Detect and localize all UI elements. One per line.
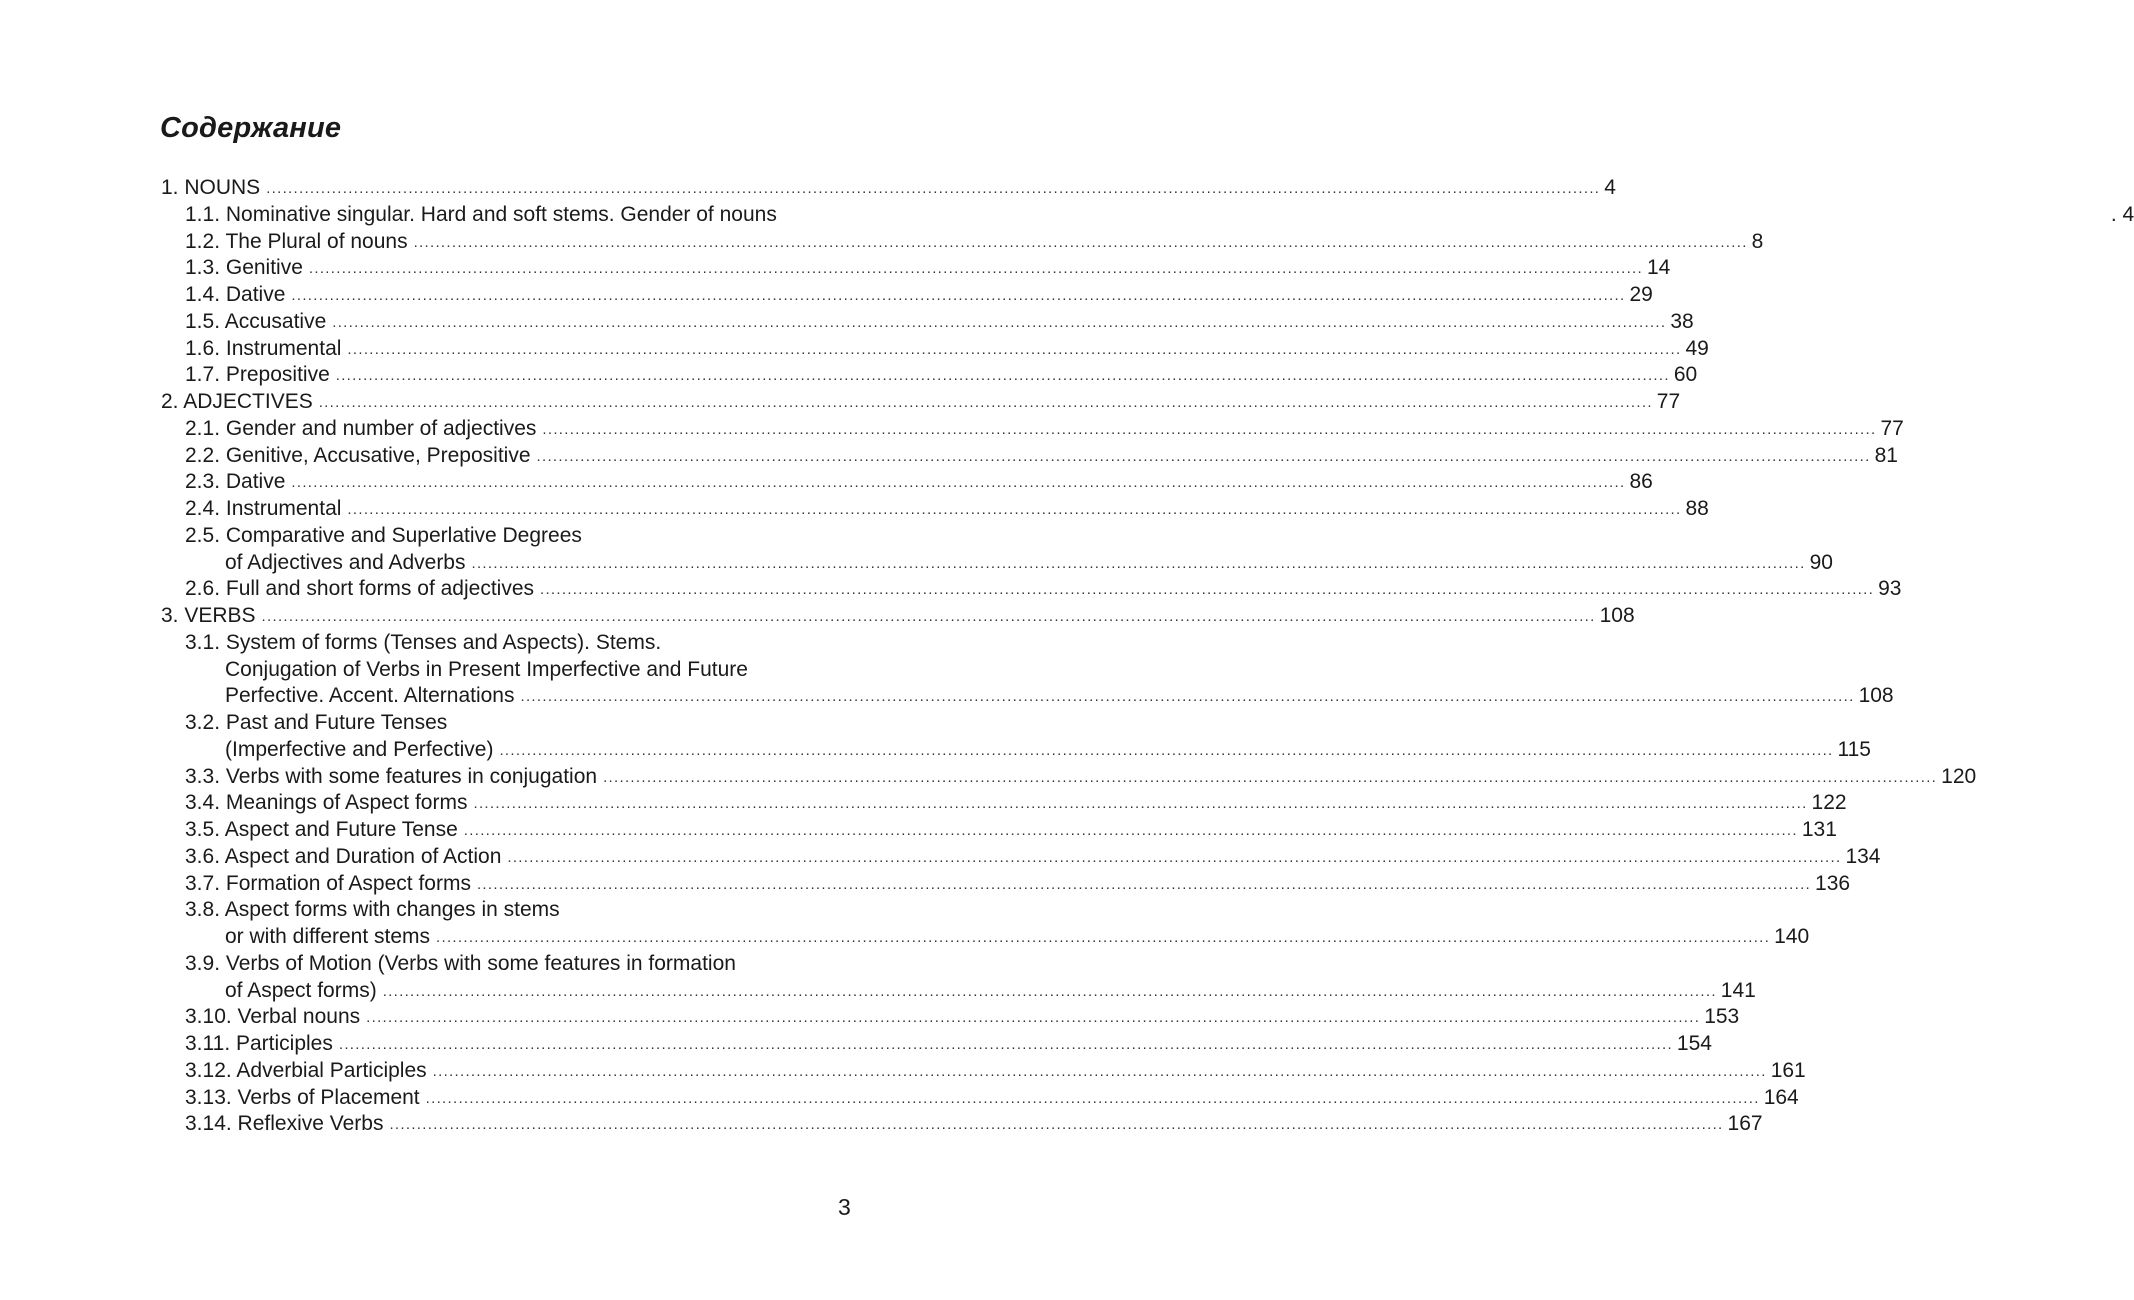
toc-entry-label: 3.5. Aspect and Future Tense [185, 818, 458, 841]
toc-entry-label: 3.6. Aspect and Duration of Action [185, 844, 502, 868]
toc-entry-page: 93 [1878, 577, 1902, 601]
toc-dot-leader: .................................................................................................................................................................................................................................................... [536, 447, 1871, 465]
toc-dot-leader: .................................................................................................................................................................................................................................................... [471, 554, 1806, 572]
toc-entry [161, 255, 1671, 282]
toc-dot-leader: .................................................................................................................................................................................................................................................... [366, 1009, 1701, 1027]
toc-dot-leader: .................................................................................................................................................................................................................................................... [347, 340, 1682, 358]
toc-dot-leader: .................................................................................................................................................................................................................................................... [332, 313, 1667, 331]
toc-entry-page: 161 [1770, 1058, 1806, 1082]
toc-entry-page: 167 [1727, 1112, 1763, 1136]
toc-entry-page: 81 [1874, 443, 1898, 467]
toc-dot-leader: .................................................................................................................................................................................................................................................... [499, 741, 1834, 759]
toc-entry-page: 153 [1704, 1005, 1740, 1029]
toc-dot-leader: .................................................................................................................................................................................................................................................... [382, 982, 1717, 1000]
toc-entry-page: 8 [1751, 229, 1764, 253]
toc-entry-page: 29 [1629, 283, 1653, 306]
toc-entry-label: or with different stems [225, 925, 431, 948]
toc-entry-label: 1. NOUNS [161, 176, 261, 199]
toc-entry [161, 603, 1635, 630]
toc-entry [161, 764, 1977, 791]
toc-entry-label: 3.11. Participles [185, 1032, 333, 1055]
toc-entry [161, 683, 1894, 710]
toc-entry [161, 1058, 1806, 1085]
toc-entry-label: 3.8. Aspect forms with changes in stems [185, 898, 560, 922]
toc-entry-label: Conjugation of Verbs in Present Imperfective and Future [225, 657, 748, 681]
toc-entry [161, 282, 1653, 309]
toc-entry-label: 3.9. Verbs of Motion (Verbs with some features in formation [185, 951, 736, 975]
toc-entry [161, 790, 1847, 817]
toc-dot-leader: .................................................................................................................................................................................................................................................... [413, 233, 1748, 251]
toc-entry-page: 134 [1845, 844, 1881, 868]
toc-entry-label: 1.4. Dative [185, 283, 286, 306]
toc-dot-leader: .................................................................................................................................................................................................................................................... [425, 1089, 1760, 1107]
toc-entry [161, 1111, 1763, 1138]
toc-dot-leader: .................................................................................................................................................................................................................................................... [436, 929, 1771, 946]
toc-entry-label: 3.2. Past and Future Tenses [185, 711, 448, 734]
toc-entry-label: 3.10. Verbal nouns [185, 1005, 361, 1029]
toc-entry [161, 469, 1653, 496]
toc-entry-page: . 4 [2110, 202, 2134, 226]
toc-entry-label: 3.1. System of forms (Tenses and Aspects). Stems. [185, 630, 662, 654]
toc-entry-label: 1.7. Prepositive [185, 363, 330, 387]
toc-entry-label: 3.13. Verbs of Placement [185, 1085, 420, 1109]
toc-entry-page: 4 [1604, 176, 1616, 199]
toc-entry [161, 175, 1616, 202]
toc-entry [161, 550, 1833, 577]
toc-entry-page: 90 [1809, 550, 1833, 574]
toc-dot-leader: .................................................................................................................................................................................................................................................... [542, 420, 1877, 438]
toc-entry-label: 2.2. Genitive, Accusative, Prepositive [185, 443, 531, 467]
toc-dot-leader: .................................................................................................................................................................................................................................................... [347, 501, 1682, 518]
toc-entry-label: 1.2. The Plural of nouns [185, 229, 408, 253]
toc-entry-label: 2.1. Gender and number of adjectives [185, 416, 537, 440]
toc-entry-label: 1.6. Instrumental [185, 336, 342, 360]
toc-entry-label: 1.1. Nominative singular. Hard and soft stems. Gender of nouns [185, 202, 777, 226]
toc-entry [161, 309, 1694, 336]
toc-entry-page: 120 [1941, 764, 1977, 788]
toc-entry-label: 3.14. Reflexive Verbs [185, 1112, 384, 1136]
toc-dot-leader: .................................................................................................................................................................................................................................................... [432, 1062, 1767, 1080]
toc-dot-leader: .................................................................................................................................................................................................................................................... [473, 795, 1808, 813]
toc-entry-page: 38 [1670, 309, 1694, 333]
toc-entry-page: 154 [1676, 1032, 1712, 1055]
toc-dot-leader: .................................................................................................................................................................................................................................................... [291, 474, 1626, 492]
toc-entry [161, 576, 1902, 603]
toc-dot-leader: .................................................................................................................................................................................................................................................... [335, 367, 1670, 385]
toc-entry-label: 1.5. Accusative [185, 309, 327, 333]
page-title: Содержание [160, 112, 342, 144]
toc-entry [161, 817, 1837, 844]
toc-entry-page: 164 [1763, 1085, 1799, 1109]
toc-entry [161, 523, 855, 550]
toc-dot-leader: .................................................................................................................................................................................................................................................... [291, 287, 1626, 304]
toc-entry [161, 496, 1709, 523]
toc-entry-label: 3.4. Meanings of Aspect forms [185, 791, 468, 815]
toc-entry-label: of Adjectives and Adverbs [225, 550, 466, 574]
toc-dot-leader: .................................................................................................................................................................................................................................................... [308, 260, 1643, 278]
toc-dot-leader: .................................................................................................................................................................................................................................................... [389, 1116, 1724, 1134]
toc-entry [161, 978, 1756, 1005]
toc-entry-page: 49 [1685, 336, 1709, 360]
toc-entry-label: 2.3. Dative [185, 470, 286, 494]
toc-entry-label: 3.12. Adverbial Participles [185, 1058, 427, 1082]
toc-entry [161, 844, 1881, 871]
toc-entry-page: 86 [1629, 470, 1653, 494]
toc-entry [161, 362, 1698, 389]
toc-entry [161, 897, 855, 924]
toc-entry [161, 630, 855, 657]
toc-entry-page: 60 [1673, 363, 1698, 387]
toc-entry [161, 229, 1764, 256]
toc-entry-label: 3.7. Formation of Aspect forms [185, 871, 471, 895]
page-number: 3 [838, 1194, 851, 1220]
toc-entry [161, 951, 855, 978]
toc-entry [161, 443, 1898, 470]
toc-entry-label: 1.3. Genitive [185, 256, 303, 280]
toc-entry-page: 140 [1774, 925, 1810, 948]
toc-entry-label: 2.6. Full and short forms of adjectives [185, 577, 534, 601]
toc-entry-page: 88 [1685, 497, 1709, 520]
toc-entry [161, 657, 855, 684]
toc-entry-label: 3. VERBS [161, 604, 256, 627]
toc-entry-label: 2.4. Instrumental [185, 497, 342, 520]
toc-entry [161, 710, 855, 737]
toc-entry [161, 1031, 1712, 1058]
toc-dot-leader: .................................................................................................................................................................................................................................................... [540, 581, 1875, 599]
toc-dot-leader: .................................................................................................................................................................................................................................................... [507, 848, 1842, 866]
toc-entry-label: 3.3. Verbs with some features in conjugation [185, 764, 598, 788]
toc-entry [161, 389, 1681, 416]
toc-entry-page: 131 [1801, 818, 1837, 841]
toc-entry [161, 871, 1851, 898]
toc-dot-leader: .................................................................................................................................................................................................................................................... [266, 180, 1601, 197]
toc-entry-page: 141 [1720, 978, 1756, 1002]
toc-dot-leader: .................................................................................................................................................................................................................................................... [520, 688, 1855, 706]
toc-dot-leader: .................................................................................................................................................................................................................................................... [318, 394, 1653, 411]
toc-dot-leader: .................................................................................................................................................................................................................................................... [476, 875, 1812, 893]
toc-entry [161, 202, 2134, 229]
toc-entry-page: 77 [1656, 390, 1681, 413]
toc-entry-page: 108 [1599, 604, 1635, 627]
toc-entry-page: 122 [1811, 791, 1847, 815]
toc-entry-label: (Imperfective and Perfective) [225, 737, 494, 761]
toc-entry [161, 416, 1904, 443]
toc-dot-leader: .................................................................................................................................................................................................................................................... [261, 608, 1596, 625]
toc-entry [161, 1004, 1740, 1031]
toc-dot-leader: .................................................................................................................................................................................................................................................... [463, 822, 1798, 839]
toc-entry [161, 336, 1709, 363]
toc-entry-label: Perfective. Accent. Alternations [225, 684, 515, 708]
toc-dot-leader: .................................................................................................................................................................................................................................................... [603, 768, 1938, 786]
toc-entry [161, 1085, 1799, 1112]
toc-entry-page: 77 [1880, 416, 1904, 440]
toc-dot-leader: .................................................................................................................................................................................................................................................... [338, 1036, 1673, 1053]
toc-entry-page: 108 [1858, 684, 1894, 708]
toc-entry-label: 2. ADJECTIVES [161, 390, 313, 413]
table-of-contents [161, 175, 2134, 1138]
toc-entry-label: of Aspect forms) [225, 978, 377, 1002]
toc-entry-page: 14 [1646, 256, 1671, 280]
toc-entry [161, 737, 1871, 764]
toc-entry-label: 2.5. Comparative and Superlative Degrees [185, 523, 582, 547]
toc-entry [161, 924, 1810, 951]
toc-entry-page: 115 [1837, 737, 1871, 761]
toc-entry-page: 136 [1815, 871, 1851, 895]
